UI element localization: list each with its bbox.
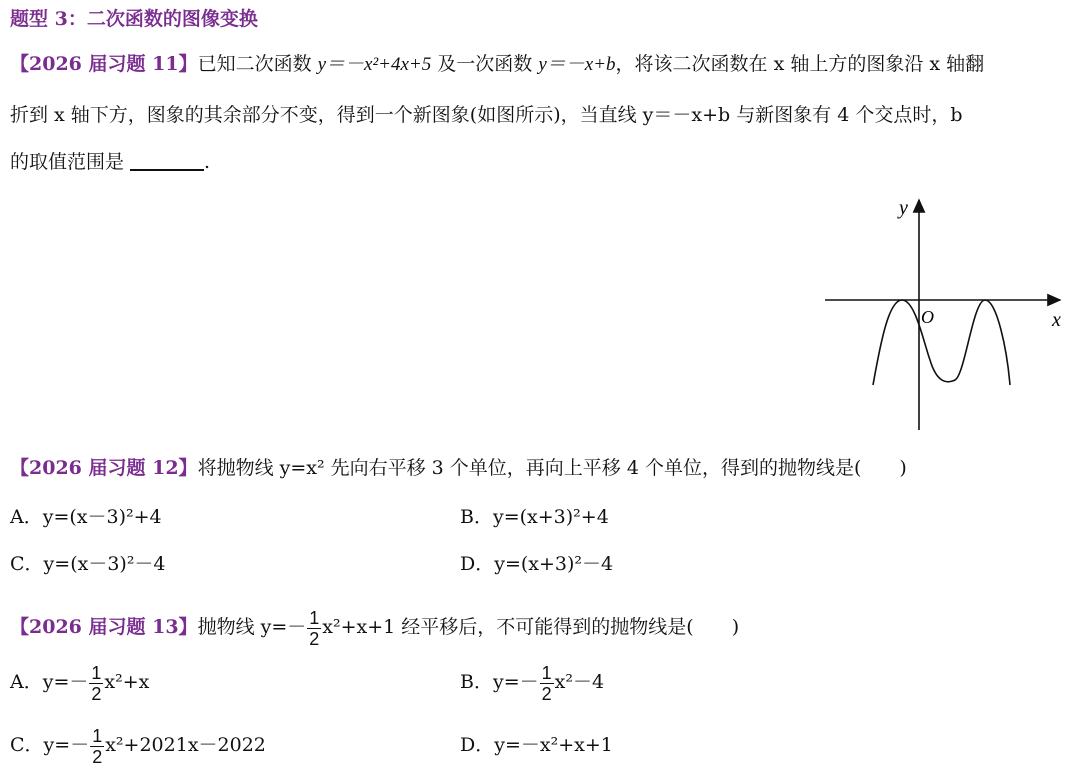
q11-quadratic: y＝－x²+4x+5 [317,54,432,75]
q12-option-c[interactable]: C．y=(x－3)²－4 [10,553,166,575]
q11-tag: 【2026 届习题 11】 [10,53,198,75]
fraction-denominator: 2 [309,628,320,649]
option-prefix: A．y=－ [10,671,89,693]
option-prefix: C．y=－ [10,734,90,756]
option-prefix: B．y=－ [460,671,539,693]
option-suffix: x²+2021x－2022 [105,734,266,756]
q11-text-range: 的取值范围是 [10,151,125,173]
q12-option-b[interactable]: B．y=(x+3)²+4 [460,506,609,528]
q11-text-a: 已知二次函数 [197,53,318,75]
fraction-numerator: 1 [92,725,103,746]
fraction-numerator: 1 [309,607,320,628]
q11-period: . [204,151,211,173]
q11-line1 [10,52,984,77]
q13-tag: 【2026 届习题 13】 [10,616,198,638]
q13-fraction [307,608,321,649]
q12-option-d[interactable]: D．y=(x+3)²－4 [460,553,614,575]
q11-linear: y＝－x+b [538,54,616,75]
q13-option-a[interactable] [10,660,149,704]
y-axis-label: y [899,197,908,219]
option-fraction [90,726,104,767]
option-fraction [89,663,103,704]
q13-option-b[interactable] [460,660,604,704]
answer-blank[interactable] [130,151,204,171]
fraction-denominator: 2 [541,683,552,704]
q11-text-c: ，将该二次函数在 x 轴上方的图象沿 x 轴翻 [615,53,985,75]
function-graph [815,190,1075,435]
q13-text-b: x²+x+1 经平移后，不可能得到的抛物线是( ) [322,616,740,638]
q11-line2: 折到 x 轴下方，图象的其余部分不变，得到一个新图象(如图所示)，当直线 y＝－x+b 与新图象有 4 个交点时，b [10,104,963,126]
q13-option-d[interactable]: D．y=－x²+x+1 [460,734,613,756]
q11-line3 [10,150,210,174]
q13-line [10,605,739,649]
x-axis-label: x [1052,309,1061,331]
option-fraction [540,663,554,704]
q12-tag: 【2026 届习题 12】 [10,457,198,479]
section-heading: 题型 3：二次函数的图像变换 [10,8,258,30]
option-suffix: x²－4 [554,671,605,693]
q13-option-c[interactable] [10,723,266,767]
q12-line [10,456,907,480]
fraction-numerator: 1 [541,662,552,683]
new-image-curve [873,300,1010,385]
q12-option-a[interactable]: A．y=(x－3)²+4 [10,506,162,528]
q13-text-a: 抛物线 y=－ [197,616,307,638]
fraction-denominator: 2 [91,683,102,704]
fraction-numerator: 1 [91,662,102,683]
fraction-denominator: 2 [92,746,103,767]
option-suffix: x²+x [104,671,150,693]
origin-label: O [921,307,934,327]
q11-text-b: 及一次函数 [431,53,539,75]
q12-text: 将抛物线 y=x² 先向右平移 3 个单位，再向上平移 4 个单位，得到的抛物线是( ) [197,457,907,479]
